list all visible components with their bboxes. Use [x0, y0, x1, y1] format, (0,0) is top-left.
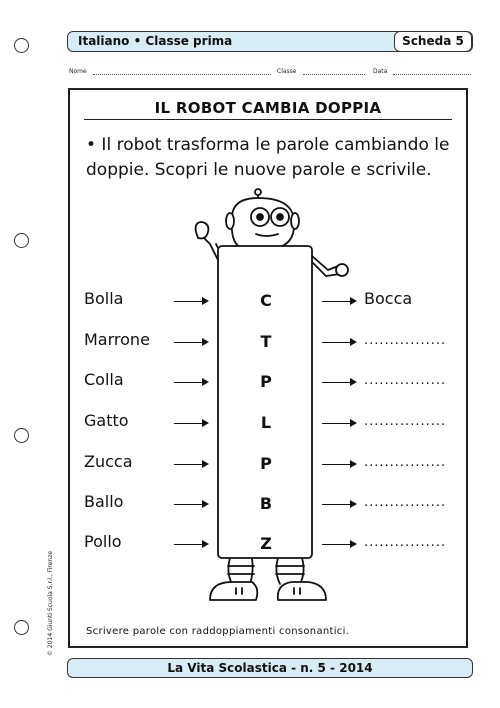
arrow-out	[322, 382, 354, 383]
header-band	[67, 31, 473, 52]
skill-footnote: Scrivere parole con raddoppiamenti consonantici.	[86, 626, 350, 637]
word-input: Marrone	[84, 330, 150, 349]
arrow-in	[174, 423, 206, 424]
answer-blank[interactable]: ................	[364, 535, 447, 550]
footer-band: La Vita Scolastica - n. 5 - 2014	[67, 658, 473, 678]
robot-letter: Z	[260, 534, 272, 553]
word-input: Pollo	[84, 532, 122, 551]
answer-blank[interactable]: ................	[364, 414, 447, 429]
word-input: Gatto	[84, 411, 129, 430]
arrow-in	[174, 342, 206, 343]
binder-hole-lower-middle	[14, 428, 29, 443]
robot-letter: P	[260, 454, 272, 473]
arrow-out	[322, 423, 354, 424]
binder-hole-upper-middle	[14, 233, 29, 248]
arrow-out	[322, 504, 354, 505]
answer-blank[interactable]: ................	[364, 455, 447, 470]
title-underline	[84, 119, 452, 120]
name-field-label: Nome	[69, 68, 87, 75]
arrow-out	[322, 301, 354, 302]
arrow-in	[174, 464, 206, 465]
word-answer: Bocca	[364, 289, 413, 308]
arrow-in	[174, 544, 206, 545]
sheet-tab: Scheda 5	[394, 31, 472, 52]
date-field-line[interactable]	[393, 74, 471, 75]
class-field-label: Classe	[277, 68, 297, 75]
word-input: Colla	[84, 370, 124, 389]
name-field-line[interactable]	[93, 74, 271, 75]
arrow-in	[174, 301, 206, 302]
robot-letter: C	[260, 291, 272, 310]
copyright-notice: © 2014 Giunti Scuola S.r.l., Firenze	[47, 550, 54, 656]
word-input: Zucca	[84, 452, 133, 471]
answer-blank[interactable]: ................	[364, 495, 447, 510]
date-field-label: Data	[373, 68, 388, 75]
arrow-out	[322, 342, 354, 343]
binder-hole-bottom	[14, 620, 29, 635]
word-input: Ballo	[84, 492, 124, 511]
robot-letter: B	[259, 494, 273, 513]
instruction-text: • Il robot trasforma le parole cambiando le doppie. Scopri le nuove parole e scrivile.	[86, 135, 450, 180]
subject-label: Italiano • Classe prima	[78, 34, 233, 48]
class-field-line[interactable]	[303, 74, 365, 75]
arrow-in	[174, 382, 206, 383]
answer-blank[interactable]: ................	[364, 373, 447, 388]
answer-blank[interactable]: ................	[364, 333, 447, 348]
robot-letter: T	[260, 332, 272, 351]
robot-letter: L	[260, 413, 272, 432]
binder-hole-top	[14, 38, 29, 53]
robot-illustration	[180, 188, 360, 618]
exercise-title: IL ROBOT CAMBIA DOPPIA	[154, 99, 382, 117]
arrow-in	[174, 504, 206, 505]
arrow-out	[322, 464, 354, 465]
arrow-out	[322, 544, 354, 545]
word-input: Bolla	[84, 289, 124, 308]
robot-letter: P	[260, 372, 272, 391]
